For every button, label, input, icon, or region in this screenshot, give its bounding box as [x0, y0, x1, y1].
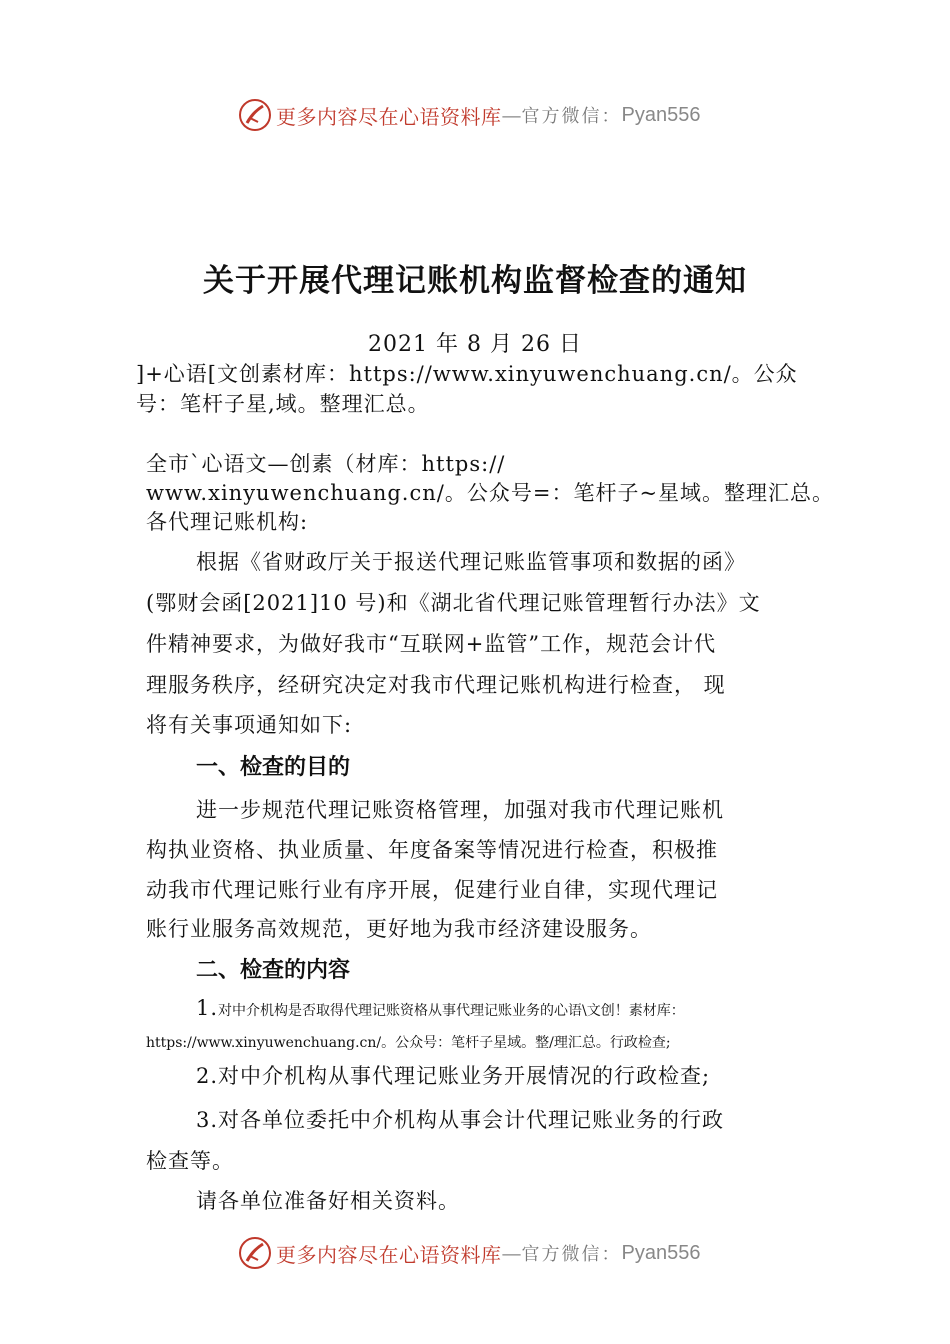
- header-wechat-id: Pyan556: [621, 103, 701, 126]
- greeting-line: 全市`心语文—创素（材库：https://: [146, 452, 506, 476]
- intro-line: 理服务秩序，经研究决定对我市代理记账机构进行检查， 现: [146, 673, 726, 697]
- footer-wechat-label: 官方微信：: [521, 1244, 622, 1265]
- item1-text: 对中介机构是否取得代理记账资格从事代理记账业务的心语\文创！素材库：: [218, 1003, 685, 1019]
- section2-item3-cont: 检查等。: [146, 1149, 234, 1173]
- section1-heading: 一、检查的目的: [196, 755, 351, 780]
- section2-item3: 3.对各单位委托中介机构从事会计代理记账业务的行政: [196, 1108, 725, 1132]
- item1-text-cont: https://www.xinyuwenchuang.cn/。公众号：笔杆子星域。整/理汇总。行政检查;: [146, 1035, 671, 1051]
- brand-logo-icon: [238, 1236, 272, 1270]
- intro-line: 件精神要求，为做好我市“互联网+监管”工作，规范会计代: [146, 632, 717, 656]
- section2-item2: 2.对中介机构从事代理记账业务开展情况的行政检查;: [196, 1064, 711, 1088]
- section2-heading: 二、检查的内容: [196, 958, 351, 983]
- document-title: 关于开展代理记账机构监督检查的通知: [203, 263, 747, 299]
- header-wechat-label: 官方微信：: [521, 106, 622, 127]
- header-dash: —: [501, 103, 522, 127]
- intro-line: (鄂财会函[2021]10 号)和《湖北省代理记账管理暂行办法》文: [146, 591, 761, 615]
- section2-item1: [196, 996, 685, 1020]
- brand-logo-icon: [238, 98, 272, 132]
- document-date: 2021 年 8 月 26 日: [368, 332, 582, 357]
- intro-line: 将有关事项通知如下:: [146, 713, 353, 737]
- footer-wechat-id: Pyan556: [621, 1241, 701, 1264]
- footer-banner: [238, 1233, 700, 1273]
- watermark-line: ]+心语[文创素材库：https://www.xinyuwenchuang.cn/。公众: [136, 362, 798, 386]
- greeting-line: www.xinyuwenchuang.cn/。公众号=：笔杆子~星域。整理汇总。: [146, 481, 835, 505]
- header-brand-text: 更多内容尽在心语资料库: [276, 104, 502, 129]
- footer-brand-text: 更多内容尽在心语资料库: [276, 1242, 502, 1267]
- greeting-addressee: 各代理记账机构:: [146, 510, 309, 534]
- section1-line: 进一步规范代理记账资格管理，加强对我市代理记账机: [196, 798, 724, 822]
- section1-line: 动我市代理记账行业有序开展，促建行业自律，实现代理记: [146, 878, 718, 902]
- closing-line: 请各单位准备好相关资料。: [196, 1189, 460, 1213]
- header-banner: [238, 95, 700, 135]
- intro-line: 根据《省财政厅关于报送代理记账监管事项和数据的函》: [196, 550, 746, 574]
- section1-line: 构执业资格、执业质量、年度备案等情况进行检查，积极推: [146, 838, 718, 862]
- footer-dash: —: [501, 1241, 522, 1265]
- item1-number: 1.: [196, 996, 219, 1020]
- section1-line: 账行业服务高效规范，更好地为我市经济建设服务。: [146, 917, 652, 941]
- watermark-line: 号：笔杆子星,域。整理汇总。: [136, 392, 430, 416]
